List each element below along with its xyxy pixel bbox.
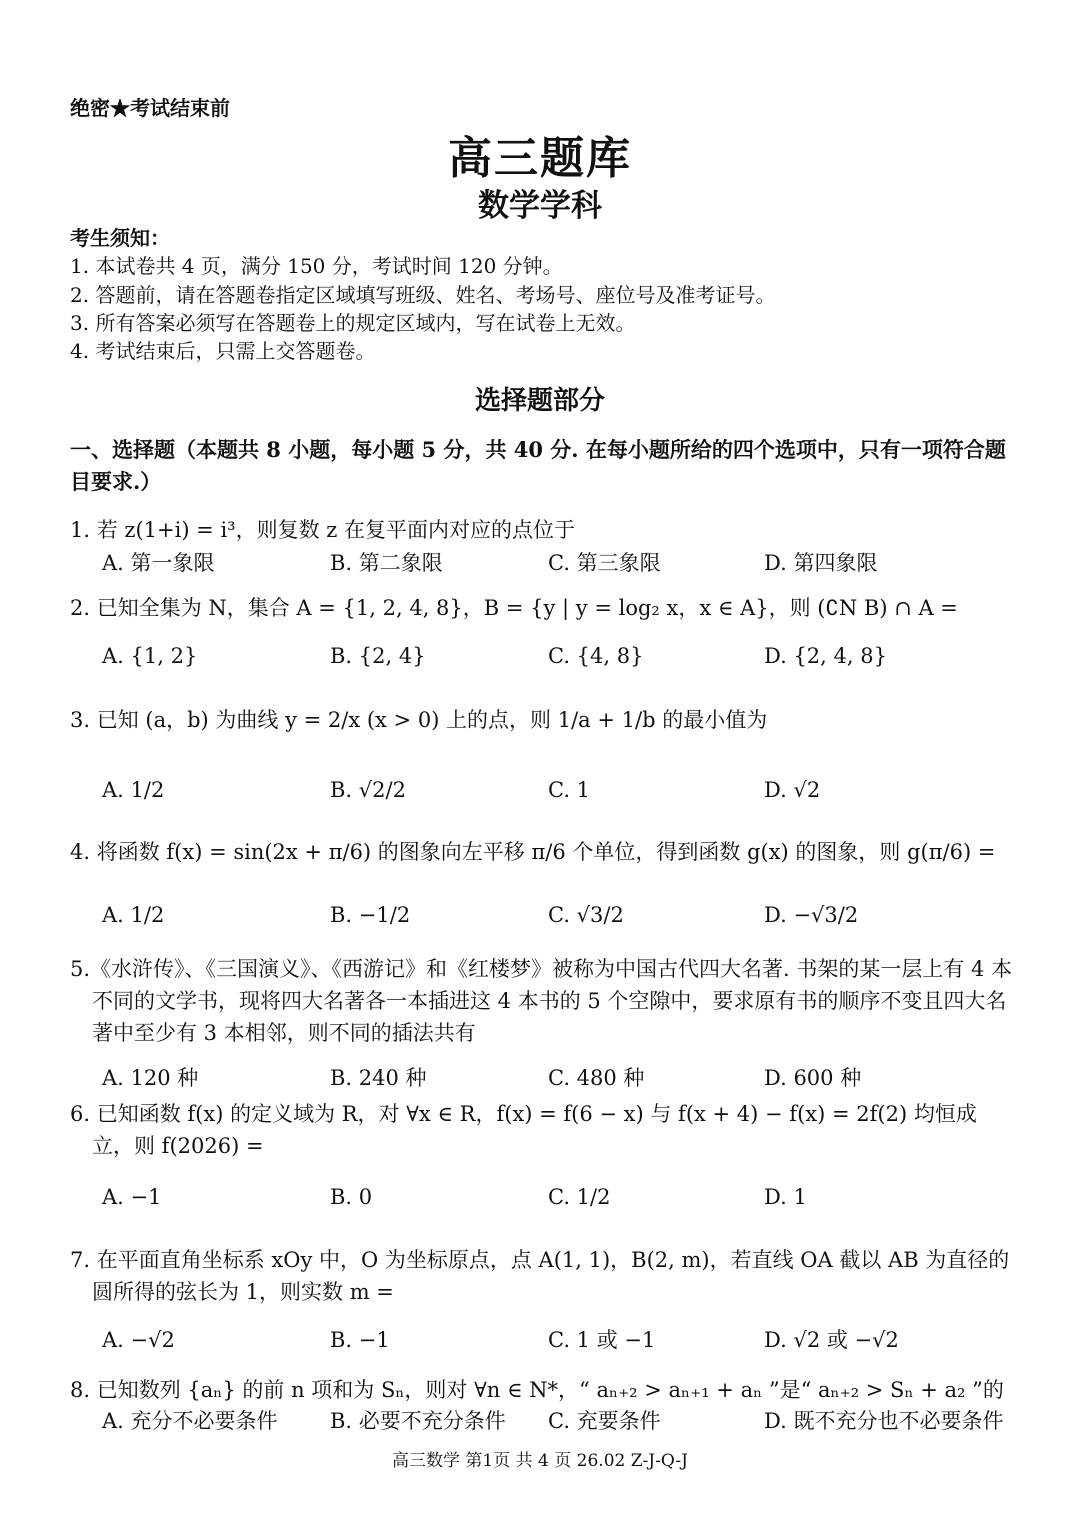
question-1-stem: 1. 若 z(1+i) = i³，则复数 z 在复平面内对应的点位于 (70, 518, 576, 542)
notice-heading: 考生须知： (70, 226, 170, 250)
question-3-option-a: A. 1/2 (102, 778, 165, 802)
question-6-stem: 6. 已知函数 f(x) 的定义域为 R，对 ∀x ∈ R，f(x) = f(6 − x) 与 f(x + 4) − f(x) = 2f(2) 均恒成立，则 f(2026) = (70, 1102, 977, 1158)
question-4-stem: 4. 将函数 f(x) = sin(2x + π/6) 的图象向左平移 π/6 个单位，得到函数 g(x) 的图象，则 g(π/6) = (70, 840, 996, 864)
question-7-option-d: D. √2 或 −√2 (764, 1328, 899, 1352)
notice-item: 1. 本试卷共 4 页，满分 150 分，考试时间 120 分钟。 (70, 254, 563, 278)
question-8-option-d: D. 既不充分也不必要条件 (764, 1409, 1004, 1433)
question-5-option-c: C. 480 种 (548, 1066, 645, 1090)
question-7-option-a: A. −√2 (102, 1328, 175, 1352)
question-3-option-c: C. 1 (548, 778, 591, 802)
question-8-stem: 8. 已知数列 {aₙ} 的前 n 项和为 Sₙ，则对 ∀n ∈ N*，“ aₙ₊₂ > aₙ₊₁ + aₙ ”是“ aₙ₊₂ > Sₙ + a₂ ”的 (70, 1378, 1004, 1402)
question-1-option-a: A. 第一象限 (102, 551, 215, 575)
question-2-option-b: B. {2, 4} (330, 644, 426, 668)
question-2-stem: 2. 已知全集为 N，集合 A = {1, 2, 4, 8}，B = {y | y = log₂ x，x ∈ A}，则 (∁N B) ∩ A = (70, 596, 958, 620)
question-4-option-b: B. −1/2 (330, 903, 411, 927)
question-4-option-a: A. 1/2 (102, 903, 165, 927)
question-5-option-a: A. 120 种 (102, 1066, 199, 1090)
question-6-option-c: C. 1/2 (548, 1185, 611, 1209)
page-subtitle: 数学学科 (478, 188, 602, 224)
notice-item: 4. 考试结束后，只需上交答题卷。 (70, 339, 376, 363)
question-5-stem: 5.《水浒传》、《三国演义》、《西游记》和《红楼梦》被称为中国古代四大名著. 书架的某一层上有 4 本不同的文学书，现将四大名著各一本插进这 4 本书的 5 个空隙中，要求原有书的顺序不变且四大名著中至少有 3 本相邻，则不同的插法共有 (70, 957, 1013, 1045)
notice-item: 2. 答题前，请在答题卷指定区域填写班级、姓名、考场号、座位号及准考证号。 (70, 283, 776, 307)
question-7-option-c: C. 1 或 −1 (548, 1328, 656, 1352)
confidential-label: 绝密★考试结束前 (70, 96, 230, 120)
question-1-option-c: C. 第三象限 (548, 551, 661, 575)
question-8-option-c: C. 充要条件 (548, 1409, 661, 1433)
question-5-option-d: D. 600 种 (764, 1066, 862, 1090)
question-1-option-d: D. 第四象限 (764, 551, 878, 575)
question-3-stem: 3. 已知 (a，b) 为曲线 y = 2/x (x > 0) 上的点，则 1/a + 1/b 的最小值为 (70, 708, 768, 732)
question-7-stem: 7. 在平面直角坐标系 xOy 中，O 为坐标原点，点 A(1, 1)，B(2, m)，若直线 OA 截以 AB 为直径的圆所得的弦长为 1，则实数 m = (70, 1248, 1010, 1304)
question-6-option-d: D. 1 (764, 1185, 807, 1209)
question-6-option-b: B. 0 (330, 1185, 373, 1209)
question-5-option-b: B. 240 种 (330, 1066, 427, 1090)
question-2-option-d: D. {2, 4, 8} (764, 644, 887, 668)
part-heading: 一、选择题（本题共 8 小题，每小题 5 分，共 40 分. 在每小题所给的四个选项中，只有一项符合题目要求.） (70, 437, 1006, 494)
question-3-option-d: D. √2 (764, 778, 821, 802)
question-8-option-b: B. 必要不充分条件 (330, 1409, 506, 1433)
section-title: 选择题部分 (474, 386, 605, 416)
question-8-option-a: A. 充分不必要条件 (102, 1409, 278, 1433)
question-4-option-c: C. √3/2 (548, 903, 624, 927)
question-2-option-a: A. {1, 2} (102, 644, 198, 668)
question-6-option-a: A. −1 (102, 1185, 162, 1209)
notice-item: 3. 所有答案必须写在答题卷上的规定区域内，写在试卷上无效。 (70, 311, 636, 335)
page-title: 高三题库 (448, 133, 632, 184)
question-4-option-d: D. −√3/2 (764, 903, 859, 927)
question-7-option-b: B. −1 (330, 1328, 390, 1352)
question-3-option-b: B. √2/2 (330, 778, 406, 802)
page-footer: 高三数学 第1页 共 4 页 26.02 Z-J-Q-J (392, 1451, 688, 1471)
question-1-option-b: B. 第二象限 (330, 551, 443, 575)
question-2-option-c: C. {4, 8} (548, 644, 644, 668)
